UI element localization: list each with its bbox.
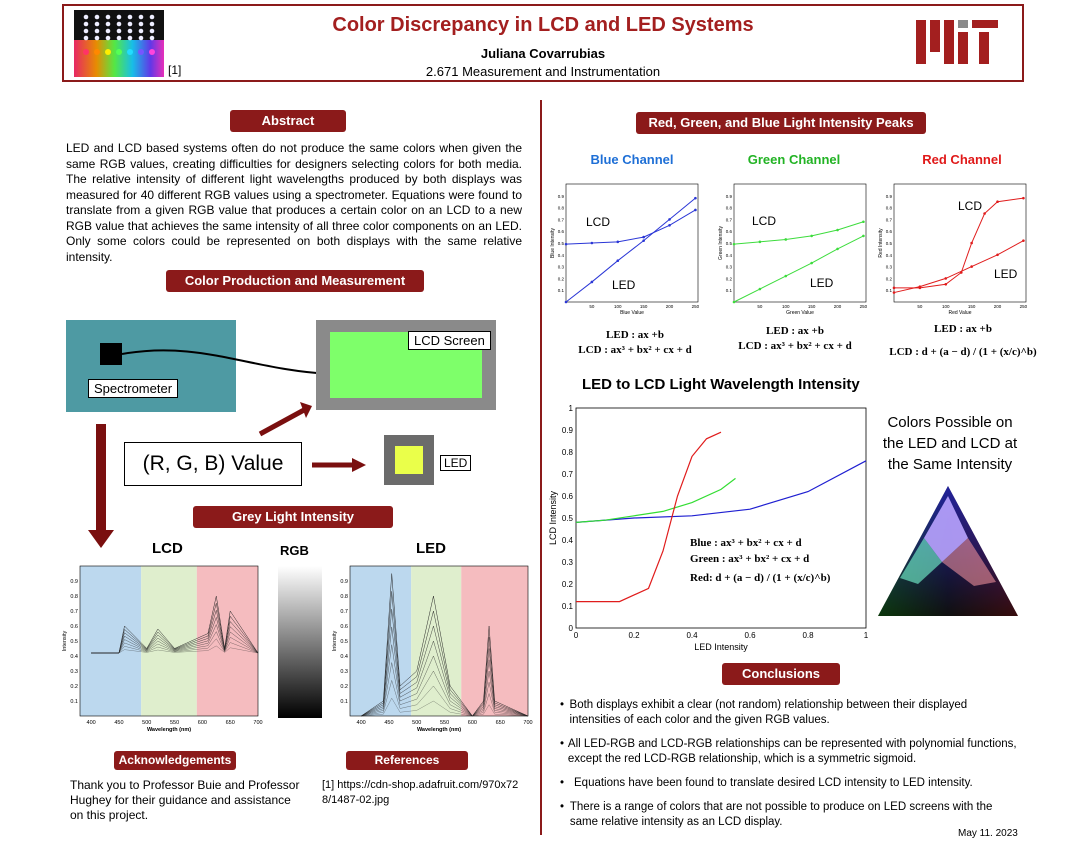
x-tick-label: 150: [967, 304, 976, 309]
x-tick-label: 50: [757, 304, 763, 309]
y-tick-label: 0.5: [340, 639, 348, 645]
y-tick-label: 0.5: [70, 639, 78, 645]
y-tick-label: 0.3: [70, 669, 78, 675]
spectrum-band: [141, 566, 197, 716]
y-tick-label: 0.6: [70, 624, 78, 630]
data-point: [970, 265, 973, 268]
y-tick-label: 0.2: [561, 580, 573, 589]
data-point: [810, 235, 813, 238]
x-tick-label: 550: [439, 720, 450, 726]
y-tick-label: 0.4: [70, 654, 78, 660]
spectrum-band: [461, 566, 528, 716]
abstract-text: LED and LCD based systems often do not produce the same colors when given the same RGB values, creating difficulties for designers selecting colors for both media. The relative intensity of different light wavelengths produced by both displays was measured for 40 different RGB values using a spectrometer. Equations were found to translate from a given RGB value that produces a certain color on an LCD to a new RGB value that achieves the same intensity of all three color components on an LED. Only some colors could be represented on both displays with the same relative intensity.: [66, 141, 522, 264]
data-point: [668, 224, 671, 227]
x-tick-label: 400: [356, 720, 366, 726]
conclusions-list: [560, 698, 1020, 830]
y-tick-label: 0.2: [557, 276, 564, 282]
course-name: 2.671 Measurement and Instrumentation: [425, 64, 661, 79]
wave-red-equation: Red: d + (a − d) / (1 + (x/c)^b): [690, 572, 831, 584]
y-tick-label: 0.7: [70, 609, 78, 615]
conclusion-text: There is a range of colors that are not possible to produce on LED screens with the same relative intensity as an LCD display.: [569, 801, 993, 828]
data-point: [694, 197, 697, 200]
poster-title: Color Discrepancy in LCD and LED Systems: [332, 14, 754, 36]
y-tick-label: 0.1: [561, 602, 573, 611]
y-tick-label: 0.7: [885, 217, 892, 223]
x-tick-label: 600: [467, 720, 477, 726]
x-tick-label: 200: [665, 304, 674, 309]
mit-logo: [916, 20, 998, 66]
y-tick-label: 0.2: [70, 684, 78, 690]
x-tick-label: 700: [253, 720, 263, 726]
spectrometer-label: Spectrometer: [88, 379, 178, 398]
wavelength-plot: [546, 400, 870, 656]
references-heading: References: [346, 751, 468, 770]
data-point: [893, 287, 896, 290]
acknowledgements-heading: Acknowledgements: [114, 751, 236, 770]
y-tick-label: 0.9: [885, 193, 892, 199]
y-tick-label: 0.9: [70, 579, 78, 585]
green-channel-title: Green Channel: [747, 152, 841, 167]
red-channel-plot: [876, 174, 1034, 322]
data-point: [983, 212, 986, 215]
green-lcd-equation: LCD : ax³ + bx² + cx + d: [738, 340, 852, 352]
data-point: [836, 229, 839, 232]
y-tick-label: 0.3: [885, 264, 892, 270]
author-name: Juliana Covarrubias: [480, 46, 606, 61]
conclusion-text: Equations have been found to translate desired LCD intensity to LED intensity.: [574, 777, 973, 789]
x-tick-label: 250: [859, 304, 868, 309]
x-tick-label: 400: [86, 720, 96, 726]
y-tick-label: 0.2: [885, 276, 892, 282]
y-tick-label: 0.4: [340, 654, 348, 660]
x-tick-label: 50: [589, 304, 595, 309]
y-axis-label: LCD Intensity: [548, 490, 558, 546]
data-point: [996, 254, 999, 257]
conclusion-text: Both displays exhibit a clear (not random) relationship between their displayed intensities of each color and the given RGB values.: [569, 699, 968, 726]
y-tick-label: 0.5: [561, 514, 573, 523]
x-tick-label: 0.6: [744, 631, 756, 640]
y-tick-label: 0.8: [561, 448, 573, 457]
y-tick-label: 0: [568, 624, 573, 633]
data-point: [616, 241, 619, 244]
red-led-equation: LED : ax +b: [934, 323, 992, 335]
y-tick-label: 0.8: [340, 594, 348, 600]
bullet-icon: •: [560, 801, 565, 813]
spectrum-band: [350, 566, 411, 716]
x-tick-label: 200: [833, 304, 842, 309]
data-point: [668, 218, 671, 221]
red-lcd-equation: LCD : d + (a − d) / (1 + (x/c)^b): [889, 346, 1037, 358]
y-axis-label: Blue Intensity: [550, 227, 556, 259]
x-tick-label: 500: [142, 720, 152, 726]
y-tick-label: 0.4: [725, 252, 732, 258]
x-axis-label: Red Value: [948, 310, 972, 316]
data-point: [970, 242, 973, 245]
y-tick-label: 0.4: [557, 252, 564, 258]
conclusion-item: [560, 737, 1020, 767]
grey-rgb-label: RGB: [280, 543, 309, 558]
x-tick-label: 700: [523, 720, 533, 726]
lcd-curve-label: LCD: [958, 199, 983, 213]
y-tick-label: 0.4: [561, 536, 573, 545]
x-tick-label: 500: [412, 720, 422, 726]
led-curve-label: LED: [612, 278, 636, 292]
data-point: [1022, 197, 1025, 200]
y-axis-label: Red Intensity: [878, 228, 884, 258]
data-point: [759, 288, 762, 291]
plot-frame: [734, 184, 866, 302]
y-tick-label: 0.6: [561, 492, 573, 501]
y-tick-label: 0.1: [340, 699, 348, 705]
x-tick-label: 250: [691, 304, 700, 309]
x-tick-label: 0.8: [802, 631, 814, 640]
y-tick-label: 0.9: [561, 426, 573, 435]
color-triangle: [878, 486, 1018, 620]
y-tick-label: 0.4: [885, 252, 892, 258]
y-tick-label: 0.7: [557, 217, 564, 223]
y-tick-label: 0.6: [340, 624, 348, 630]
wave-blue-equation: Blue : ax³ + bx² + cx + d: [690, 537, 802, 549]
x-tick-label: 50: [917, 304, 923, 309]
column-divider: [540, 100, 542, 835]
x-tick-label: 150: [639, 304, 648, 309]
x-tick-label: 0.4: [686, 631, 698, 640]
led-curve-label: LED: [994, 267, 1018, 281]
abstract-heading: Abstract: [230, 110, 346, 132]
x-tick-label: 100: [614, 304, 622, 309]
x-axis-label: Wavelength (nm): [146, 727, 192, 733]
conclusion-item: [560, 698, 1020, 728]
spectrum-band: [411, 566, 461, 716]
y-tick-label: 0.1: [725, 288, 732, 294]
data-point: [784, 238, 787, 241]
conclusion-item: [560, 776, 1020, 791]
x-tick-label: 600: [197, 720, 207, 726]
bullet-icon: •: [560, 777, 565, 789]
image-reference: [1]: [168, 63, 182, 77]
green-led-equation: LED : ax +b: [766, 325, 824, 337]
x-tick-label: 650: [495, 720, 505, 726]
y-tick-label: 0.5: [725, 241, 732, 246]
x-tick-label: 450: [384, 720, 394, 726]
led-display: [395, 446, 423, 474]
bullet-icon: •: [560, 699, 565, 711]
data-point: [919, 285, 922, 288]
conclusion-text: All LED-RGB and LCD-RGB relationships can be represented with polynomial functions, except the red LCD-RGB relationship, which is a symmetric sigmoid.: [567, 738, 1017, 765]
y-tick-label: 0.3: [725, 264, 732, 270]
y-tick-label: 0.6: [557, 229, 564, 235]
y-tick-label: 0.3: [561, 558, 573, 567]
led-spectrum-plot: [330, 562, 533, 740]
y-tick-label: 0.5: [557, 241, 564, 246]
lcd-curve-label: LCD: [586, 215, 611, 229]
lcd-spectrum-plot: [60, 562, 263, 740]
data-point: [862, 220, 865, 223]
y-tick-label: 0.2: [725, 276, 732, 282]
x-tick-label: 650: [225, 720, 235, 726]
wavelength-heading: LED to LCD Light Wavelength Intensity: [582, 376, 860, 393]
y-tick-label: 0.9: [340, 579, 348, 585]
conclusions-heading: Conclusions: [722, 663, 840, 685]
y-tick-label: 0.6: [725, 229, 732, 235]
red-channel-title: Red Channel: [922, 152, 1002, 167]
blue-channel-title: Blue Channel: [590, 152, 674, 167]
data-point: [810, 262, 813, 265]
production-heading: Color Production and Measurement: [166, 270, 424, 292]
x-axis-label: Wavelength (nm): [416, 727, 462, 733]
data-point: [944, 283, 947, 286]
data-point: [1022, 239, 1025, 242]
data-point: [591, 242, 594, 245]
y-tick-label: 0.7: [725, 217, 732, 223]
y-tick-label: 0.3: [340, 669, 348, 675]
x-tick-label: 200: [993, 304, 1002, 309]
data-point: [996, 200, 999, 203]
data-point: [642, 239, 645, 242]
y-axis-label: Intensity: [332, 630, 338, 652]
blue-channel-plot: [548, 174, 706, 322]
wave-green-equation: Green : ax³ + bx² + cx + d: [690, 553, 810, 565]
led-curve-label: LED: [810, 276, 834, 290]
data-point: [759, 241, 762, 244]
x-axis-label: Green Value: [786, 310, 814, 316]
led-label: LED: [440, 455, 471, 471]
y-tick-label: 0.8: [885, 205, 892, 211]
data-point: [733, 301, 736, 304]
acknowledgements-text: Thank you to Professor Buie and Professor Hughey for their guidance and assistance on this project.: [70, 778, 300, 822]
y-tick-label: 0.3: [557, 264, 564, 270]
data-point: [733, 243, 736, 246]
x-tick-label: 100: [942, 304, 950, 309]
y-tick-label: 0.8: [725, 205, 732, 211]
grey-heading: Grey Light Intensity: [193, 506, 393, 528]
y-tick-label: 0.7: [561, 470, 573, 479]
y-tick-label: 0.1: [70, 699, 78, 705]
y-tick-label: 1: [568, 404, 573, 413]
y-tick-label: 0.1: [885, 288, 892, 294]
colors-possible-text: Colors Possible on the LED and LCD at the Same Intensity: [882, 414, 1018, 473]
data-point: [591, 281, 594, 284]
x-tick-label: 450: [114, 720, 124, 726]
y-axis-label: Green Intensity: [718, 226, 724, 260]
data-point: [862, 235, 865, 238]
peaks-heading: Red, Green, and Blue Light Intensity Peaks: [636, 112, 926, 134]
x-tick-label: 250: [1019, 304, 1028, 309]
y-tick-label: 0.9: [557, 193, 564, 199]
y-tick-label: 0.8: [70, 594, 78, 600]
y-tick-label: 0.5: [885, 241, 892, 246]
y-axis-label: Intensity: [62, 630, 68, 652]
poster-date: May 11. 2023: [958, 828, 1018, 839]
data-point: [784, 275, 787, 278]
data-point: [642, 236, 645, 239]
blue-led-equation: LED : ax +b: [606, 329, 664, 341]
y-tick-label: 0.8: [557, 205, 564, 211]
data-point: [893, 291, 896, 294]
y-tick-label: 0.9: [725, 193, 732, 199]
data-point: [694, 209, 697, 212]
x-axis-label: Blue Value: [620, 310, 644, 316]
data-point: [565, 243, 568, 246]
lcd-screen-label: LCD Screen: [408, 331, 491, 350]
x-tick-label: 1: [863, 631, 869, 640]
x-tick-label: 550: [169, 720, 180, 726]
green-channel-plot: [716, 174, 874, 322]
lcd-curve-label: LCD: [752, 214, 777, 228]
x-tick-label: 100: [782, 304, 790, 309]
grey-led-label: LED: [416, 540, 446, 557]
y-tick-label: 0.1: [557, 288, 564, 294]
data-point: [565, 301, 568, 304]
data-point: [616, 259, 619, 262]
references-text: [1] https://cdn-shop.adafruit.com/970x728/1487-02.jpg: [322, 779, 519, 806]
conclusion-item: [560, 800, 1020, 830]
y-tick-label: 0.6: [885, 229, 892, 235]
data-point: [944, 277, 947, 280]
x-tick-label: 150: [807, 304, 816, 309]
x-axis-label: LED Intensity: [694, 642, 748, 652]
x-tick-label: 0.2: [628, 631, 640, 640]
y-tick-label: 0.7: [340, 609, 348, 615]
x-tick-label: 0: [573, 631, 579, 640]
y-tick-label: 0.2: [340, 684, 348, 690]
bullet-icon: •: [560, 738, 565, 750]
data-point: [836, 248, 839, 251]
rgb-value-box: (R, G, B) Value: [124, 442, 302, 486]
rgb-gradient: [278, 566, 322, 718]
grey-lcd-label: LCD: [152, 540, 183, 557]
blue-lcd-equation: LCD : ax³ + bx² + cx + d: [578, 344, 692, 356]
